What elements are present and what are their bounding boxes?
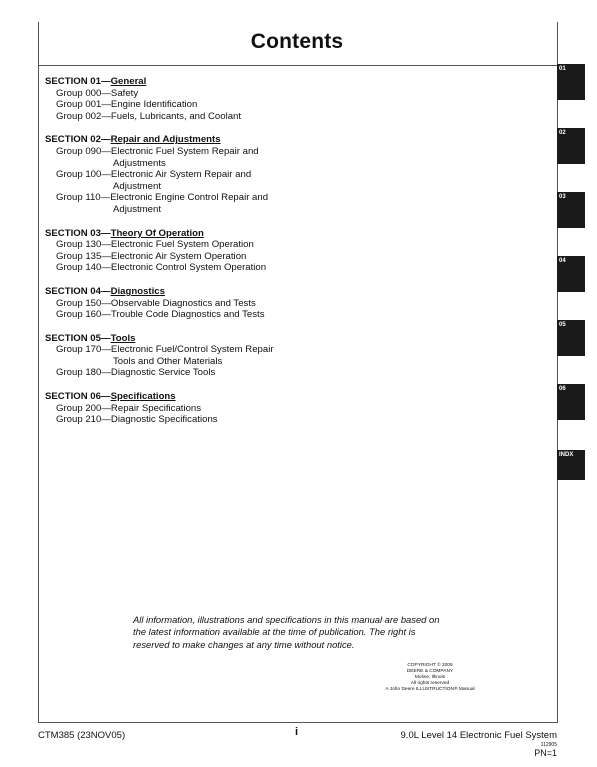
group-entry[interactable]: Group 090—Electronic Fuel System Repair and	[56, 145, 259, 157]
section-title: Tools	[110, 332, 136, 344]
section-title: Specifications	[110, 391, 176, 403]
section-tab-02[interactable]: 02	[557, 128, 585, 164]
notice-line: the latest information available at the time of publication. The right is	[133, 626, 416, 638]
group-entry-continuation: Tools and Other Materials	[113, 355, 223, 367]
section-heading[interactable]	[45, 228, 274, 240]
notice-line: All information, illustrations and specifications in this manual are based on	[133, 614, 440, 625]
section-title: Repair and Adjustments	[110, 134, 221, 146]
group-entry[interactable]: Group 150—Observable Diagnostics and Tests	[56, 297, 256, 309]
section-spacer	[45, 122, 274, 134]
section-tab-06[interactable]: 06	[557, 384, 585, 420]
copyright-line: Moline, Illinois	[414, 675, 446, 680]
group-entry[interactable]: Group 110—Electronic Engine Control Repair and	[56, 192, 269, 204]
section-number: SECTION 02—	[45, 134, 111, 146]
copyright-block	[370, 663, 490, 693]
group-entry-continuation: Adjustment	[113, 180, 161, 192]
title-rule	[38, 65, 557, 66]
group-entry-continuation: Adjustment	[113, 203, 161, 215]
section-number: SECTION 03—	[45, 227, 111, 239]
section-spacer	[45, 216, 274, 228]
section-tab-04[interactable]: 04	[557, 256, 585, 292]
section-spacer	[45, 274, 274, 286]
group-entry[interactable]: Group 180—Diagnostic Service Tools	[56, 367, 216, 379]
section-number: SECTION 05—	[45, 332, 111, 344]
footer-page-roman: i	[295, 726, 299, 738]
group-entry[interactable]: Group 140—Electronic Control System Operation	[56, 262, 267, 274]
copyright-line: A John Deere ILLUSTRUCTION® Manual	[385, 687, 475, 692]
page-title: Contents	[250, 30, 344, 53]
copyright-line: COPYRIGHT © 2005	[407, 663, 453, 668]
footer-page-number: PN=1	[534, 748, 557, 758]
copyright-line: DEERE & COMPANY	[406, 669, 454, 674]
group-entry[interactable]: Group 100—Electronic Air System Repair and	[56, 169, 252, 181]
section-tab-indx[interactable]: INDX	[557, 450, 585, 480]
section-heading[interactable]	[45, 134, 274, 146]
section-tab-03[interactable]: 03	[557, 192, 585, 228]
section-number: SECTION 04—	[45, 285, 111, 297]
group-entry[interactable]: Group 001—Engine Identification	[56, 99, 198, 111]
section-heading[interactable]	[45, 76, 274, 88]
footer-manual-title: 9.0L Level 14 Electronic Fuel System	[400, 730, 557, 741]
copyright-line: All rights reserved	[410, 681, 450, 686]
group-entry-continuation: Adjustments	[113, 157, 166, 169]
section-number: SECTION 01—	[45, 76, 111, 87]
section-title: General	[110, 76, 147, 87]
group-entry[interactable]: Group 170—Electronic Fuel/Control System Repair	[56, 344, 274, 356]
group-entry[interactable]: Group 130—Electronic Fuel System Operation	[56, 239, 254, 251]
section-heading[interactable]	[45, 391, 274, 403]
group-entry[interactable]: Group 000—Safety	[56, 87, 139, 99]
notice-line: reserved to make changes at any time without notice.	[133, 638, 355, 650]
group-entry[interactable]: Group 002—Fuels, Lubricants, and Coolant	[56, 110, 242, 122]
section-tab-05[interactable]: 05	[557, 320, 585, 356]
group-entry[interactable]: Group 160—Trouble Code Diagnostics and Tests	[56, 309, 265, 321]
footer-code: 112905	[540, 742, 557, 748]
group-entry[interactable]: Group 135—Electronic Air System Operation	[56, 250, 247, 262]
section-heading[interactable]	[45, 333, 274, 345]
group-entry[interactable]: Group 210—Diagnostic Specifications	[56, 414, 218, 426]
group-entry[interactable]: Group 200—Repair Specifications	[56, 402, 202, 414]
footer-manual-id: CTM385 (23NOV05)	[38, 730, 126, 741]
table-of-contents	[45, 76, 274, 426]
section-heading[interactable]	[45, 286, 274, 298]
section-number: SECTION 06—	[45, 391, 111, 403]
section-title: Theory Of Operation	[110, 227, 204, 239]
section-spacer	[45, 321, 274, 333]
section-title: Diagnostics	[110, 285, 165, 297]
section-spacer	[45, 379, 274, 391]
publication-notice	[133, 614, 473, 651]
section-tab-01[interactable]: 01	[557, 64, 585, 100]
